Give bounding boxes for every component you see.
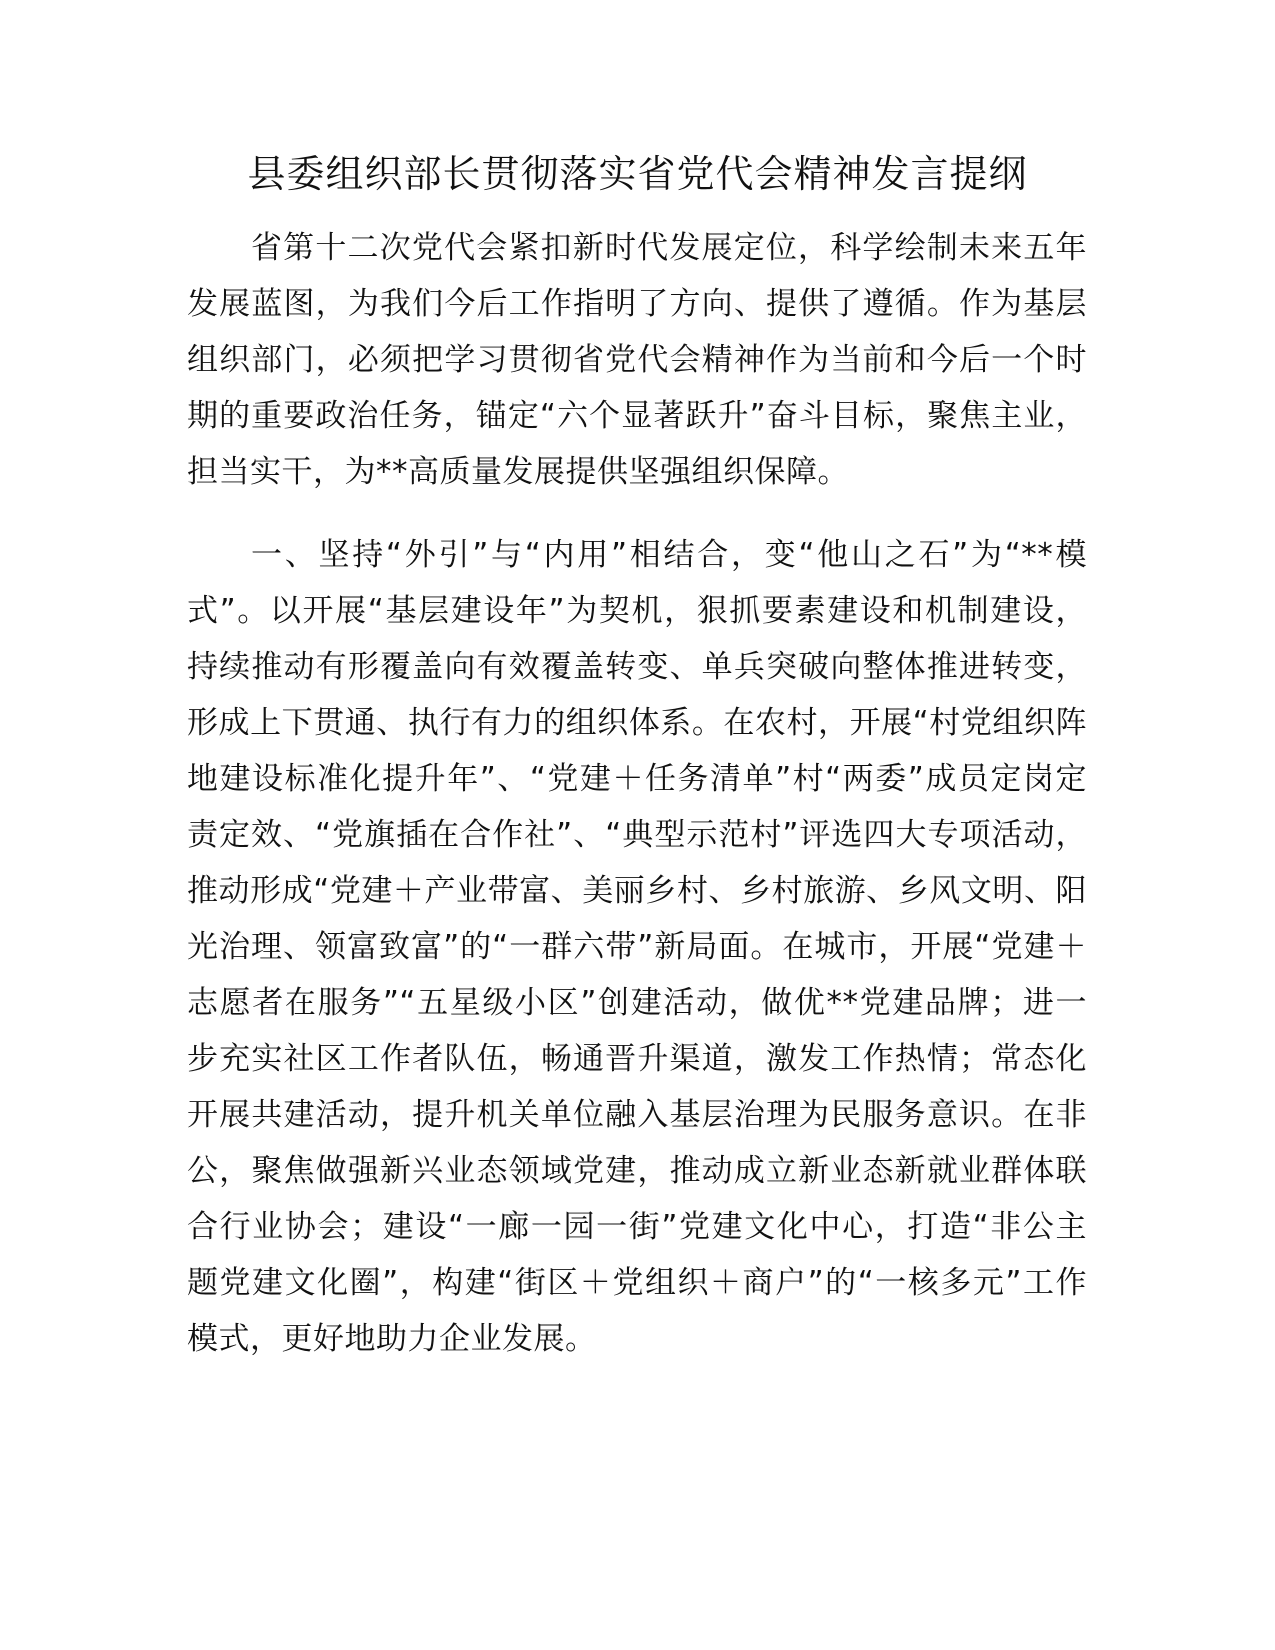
section-one-paragraph-block — [187, 527, 1087, 1367]
intro-paragraph: 省第十二次党代会紧扣新时代发展定位，科学绘制未来五年发展蓝图，为我们今后工作指明了方向、提供了遵循。作为基层组织部门，必须把学习贯彻省党代会精神作为当前和今后一个时期的重要政治任务，锚定“六个显著跃升”奋斗目标，聚焦主业，担当实干，为**高质量发展提供坚强组织保障。 — [187, 230, 1087, 490]
document-title: 县委组织部长贯彻落实省党代会精神发言提纲 — [247, 152, 1028, 196]
section-one-paragraph: 一、坚持“外引”与“内用”相结合，变“他山之石”为“**模式”。以开展“基层建设年”为契机，狠抓要素建设和机制建设，持续推动有形覆盖向有效覆盖转变、单兵突破向整体推进转变，形成上下贯通、执行有力的组织体系。在农村，开展“村党组织阵地建设标准化提升年”、“党建＋任务清单”村“两委”成员定岗定责定效、“党旗插在合作社”、“典型示范村”评选四大专项活动，推动形成“党建＋产业带富、美丽乡村、乡村旅游、乡风文明、阳光治理、领富致富”的“一群六带”新局面。在城市，开展“党建＋志愿者在服务”“五星级小区”创建活动，做优**党建品牌；进一步充实社区工作者队伍，畅通晋升渠道，激发工作热情；常态化开展共建活动，提升机关单位融入基层治理为民服务意识。在非公，聚焦做强新兴业态领域党建，推动成立新业态新就业群体联合行业协会；建设“一廊一园一街”党建文化中心，打造“非公主题党建文化圈”，构建“街区＋党组织＋商户”的“一核多元”工作模式，更好地助力企业发展。 — [187, 537, 1087, 1357]
intro-paragraph-block — [187, 220, 1087, 500]
